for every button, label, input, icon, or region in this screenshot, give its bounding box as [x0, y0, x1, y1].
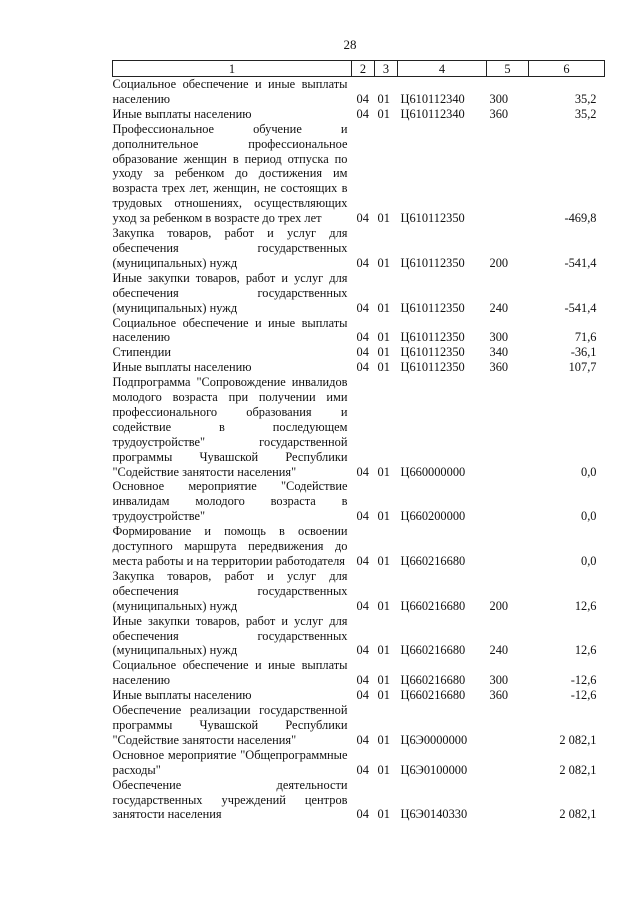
row-target-article: Ц610112340	[400, 106, 465, 121]
row-expense-type: 300	[489, 673, 509, 688]
row-expense-type	[487, 703, 529, 748]
row-sum: 0,0	[581, 509, 597, 524]
row-razdel: 04	[356, 464, 369, 479]
row-name: Основное мероприятие "Общепрограммные расходы"	[112, 747, 348, 777]
row-podrazdel: 01	[377, 509, 390, 524]
row-target-article: Ц660216680	[400, 554, 466, 568]
row-podrazdel: 01	[377, 807, 390, 822]
row-target-article: Ц660200000	[400, 509, 466, 524]
row-name: Иные выплаты населению	[112, 106, 252, 121]
row-podrazdel: 01	[377, 360, 390, 375]
row-target-article: Ц610112350	[400, 345, 465, 360]
header-col-vr: 5	[487, 61, 529, 77]
row-expense-type	[487, 748, 529, 778]
row-sum: -469,8	[564, 211, 597, 226]
table-row	[113, 107, 605, 122]
table-row	[113, 748, 605, 778]
row-name: Закупка товаров, работ и услуг для обеспечения государственных (муниципальных) нужд	[112, 568, 348, 613]
table-row	[113, 688, 605, 703]
table-row	[113, 658, 605, 688]
row-podrazdel: 01	[377, 255, 390, 270]
row-razdel: 04	[356, 673, 369, 688]
row-razdel: 04	[356, 509, 369, 524]
row-expense-type: 360	[489, 688, 509, 703]
row-podrazdel: 01	[377, 688, 390, 703]
row-razdel: 04	[356, 360, 369, 375]
row-target-article: Ц610112350	[400, 330, 465, 345]
row-expense-type: 340	[489, 345, 509, 360]
table-row	[113, 271, 605, 316]
row-sum: -36,1	[570, 345, 597, 360]
row-expense-type: 360	[489, 360, 509, 375]
row-name: Иные выплаты населению	[112, 360, 252, 375]
row-razdel: 04	[356, 106, 369, 121]
row-expense-type	[487, 524, 529, 569]
row-sum: -12,6	[570, 673, 597, 688]
row-name: Обеспечение реализации государственной программы Чувашской Республики "Содействие занятости населения"	[112, 703, 348, 747]
row-name: Иные выплаты населению	[112, 688, 252, 703]
row-podrazdel: 01	[377, 762, 390, 777]
table-body	[113, 77, 605, 823]
row-sum: 35,2	[574, 91, 597, 106]
row-expense-type: 360	[489, 106, 509, 121]
row-name: Стипендии	[112, 345, 171, 360]
row-sum: -12,6	[570, 688, 597, 703]
table-row	[113, 226, 605, 271]
table-row	[113, 316, 605, 346]
row-target-article: Ц660216680	[400, 598, 466, 613]
row-razdel: 04	[356, 300, 369, 315]
row-razdel: 04	[356, 688, 369, 703]
row-name: Профессиональное обучение и дополнительное профессиональное образование женщин в период отпуска по уходу за ребенком до достижения им возраста трех лет, женщин, не состоящих в трудовых отношениях, осуществляющих уход за ребенком в возрасте до трех лет	[112, 121, 348, 226]
row-podrazdel: 01	[377, 643, 390, 658]
row-razdel: 04	[356, 211, 369, 226]
table-row	[113, 569, 605, 614]
row-podrazdel: 01	[377, 732, 390, 747]
row-name: Закупка товаров, работ и услуг для обеспечения государственных (муниципальных) нужд	[112, 226, 348, 270]
row-razdel: 04	[356, 91, 369, 106]
header-col-name: 1	[113, 61, 352, 77]
row-podrazdel: 01	[377, 554, 390, 568]
row-target-article: Ц610112350	[400, 360, 465, 375]
row-podrazdel: 01	[377, 464, 390, 479]
row-razdel: 04	[356, 554, 369, 568]
table-row	[113, 375, 605, 479]
row-name: Иные закупки товаров, работ и услуг для обеспечения государственных (муниципальных) нужд	[112, 613, 348, 658]
row-name: Подпрограмма "Сопровождение инвалидов молодого возраста при получении ими профессионального образования и содействие в последующем трудоустройстве" государственной программы Чувашской Республики "Содействие занятости населения"	[112, 375, 348, 479]
row-razdel: 04	[356, 345, 369, 360]
row-sum: 12,6	[574, 643, 597, 658]
header-col-podrazdel: 3	[375, 61, 398, 77]
row-razdel: 04	[356, 732, 369, 747]
row-target-article: Ц6Э0000000	[400, 732, 468, 747]
row-expense-type	[487, 375, 529, 479]
row-name: Обеспечение деятельности государственных учреждений центров занятости населения	[112, 777, 348, 822]
row-expense-type	[487, 778, 529, 823]
page-number: 28	[343, 37, 357, 52]
row-target-article: Ц660216680	[400, 688, 466, 703]
table-row	[113, 524, 605, 569]
header-col-razdel: 2	[352, 61, 375, 77]
row-podrazdel: 01	[377, 345, 390, 360]
row-target-article: Ц660000000	[400, 464, 466, 479]
row-razdel: 04	[356, 598, 369, 613]
row-razdel: 04	[356, 643, 369, 658]
row-sum: 71,6	[574, 330, 597, 345]
row-razdel: 04	[356, 255, 369, 270]
row-podrazdel: 01	[377, 106, 390, 121]
row-expense-type: 200	[489, 255, 509, 270]
table-row	[113, 360, 605, 375]
row-target-article: Ц6Э0100000	[400, 762, 468, 777]
row-name: Социальное обеспечение и иные выплаты населению	[112, 77, 348, 106]
table-row	[113, 778, 605, 823]
row-target-article: Ц6Э0140330	[400, 807, 468, 822]
row-expense-type: 200	[489, 598, 509, 613]
row-podrazdel: 01	[377, 673, 390, 688]
row-podrazdel: 01	[377, 211, 390, 226]
table-row	[113, 703, 605, 748]
row-razdel: 04	[356, 330, 369, 345]
header-row	[113, 61, 605, 77]
row-sum: 2 082,1	[559, 762, 597, 777]
row-sum: 12,6	[574, 598, 597, 613]
row-razdel: 04	[356, 762, 369, 777]
table-row	[113, 77, 605, 107]
row-sum: 0,0	[581, 464, 597, 479]
row-podrazdel: 01	[377, 300, 390, 315]
row-sum: -541,4	[564, 300, 597, 315]
row-expense-type: 240	[489, 643, 509, 658]
row-name: Формирование и помощь в освоении доступного маршрута передвижения до места работы и на территории работодателя	[112, 524, 348, 568]
row-name: Иные закупки товаров, работ и услуг для обеспечения государственных (муниципальных) нужд	[112, 270, 348, 315]
row-sum: 107,7	[568, 360, 597, 375]
row-target-article: Ц610112340	[400, 91, 465, 106]
row-expense-type	[487, 122, 529, 226]
row-name: Социальное обеспечение и иные выплаты населению	[112, 315, 348, 345]
row-expense-type: 300	[489, 91, 509, 106]
table-row	[113, 614, 605, 659]
row-expense-type	[487, 479, 529, 524]
row-sum: 2 082,1	[559, 807, 597, 822]
row-expense-type: 300	[489, 330, 509, 345]
row-sum: 2 082,1	[559, 732, 597, 747]
row-target-article: Ц660216680	[400, 643, 466, 658]
table-row	[113, 122, 605, 226]
row-target-article: Ц610112350	[400, 211, 465, 226]
table-row	[113, 345, 605, 360]
row-target-article: Ц660216680	[400, 673, 466, 688]
header-col-csr: 4	[398, 61, 487, 77]
row-name: Социальное обеспечение и иные выплаты населению	[112, 658, 348, 688]
row-podrazdel: 01	[377, 91, 390, 106]
row-name: Основное мероприятие "Содействие инвалидам молодого возраста в трудоустройстве"	[112, 479, 348, 524]
row-target-article: Ц610112350	[400, 255, 465, 270]
row-target-article: Ц610112350	[400, 300, 465, 315]
row-sum: 35,2	[574, 106, 597, 121]
row-podrazdel: 01	[377, 598, 390, 613]
header-col-sum: 6	[529, 61, 605, 77]
table-row	[113, 479, 605, 524]
row-sum: -541,4	[564, 255, 597, 270]
row-expense-type: 240	[489, 300, 509, 315]
row-razdel: 04	[356, 807, 369, 822]
row-podrazdel: 01	[377, 330, 390, 345]
budget-table	[112, 60, 605, 822]
row-sum: 0,0	[581, 554, 597, 568]
